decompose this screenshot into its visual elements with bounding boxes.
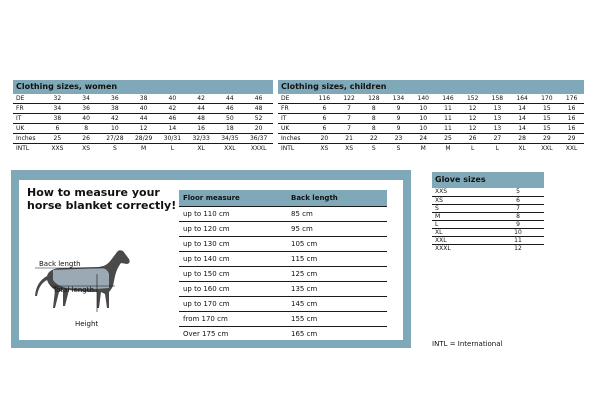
women-size-cell: 40	[129, 104, 158, 114]
total-length-label: Total length	[53, 286, 94, 294]
intl-footnote: INTL = International	[432, 340, 503, 348]
children-size-cell: M	[445, 145, 451, 152]
blanket-row	[179, 326, 387, 341]
children-size-cell: 29	[534, 134, 559, 144]
women-size-cell: 44	[216, 94, 245, 104]
blanket-row	[179, 296, 387, 311]
women-size-cell: 42	[101, 114, 130, 124]
women-size-cell: S	[112, 145, 117, 152]
blanket-row	[179, 311, 387, 326]
children-sizes-table	[278, 80, 584, 153]
women-size-cell: 44	[129, 114, 158, 124]
children-size-cell: 22	[361, 134, 386, 144]
children-size-cell: 6	[312, 104, 337, 114]
back-length-cell: 85 cm	[287, 206, 387, 221]
children-size-row	[278, 144, 584, 154]
women-size-row-label: DE	[13, 94, 43, 104]
glove-size-value: 11	[492, 236, 544, 244]
women-size-cell: M	[141, 145, 147, 152]
children-size-cell: 24	[411, 134, 436, 144]
glove-size-label: XXL	[432, 236, 492, 244]
floor-measure-cell: Over 175 cm	[183, 329, 229, 338]
floor-measure-cell: from 170 cm	[179, 311, 287, 326]
children-sizes-title: Clothing sizes, children	[278, 80, 584, 94]
women-size-cell: XS	[82, 145, 91, 152]
glove-row	[432, 196, 544, 204]
glove-sizes-title: Glove sizes	[432, 172, 544, 188]
women-size-cell: XXL	[224, 145, 236, 152]
children-size-cell: XS	[345, 145, 354, 152]
children-size-cell: 6	[312, 124, 337, 134]
children-size-row-label: UK	[278, 124, 312, 134]
blanket-row	[179, 281, 387, 296]
women-size-cell: 34	[43, 104, 72, 114]
children-size-cell: 10	[411, 114, 436, 124]
back-length-cell: 165 cm	[291, 329, 318, 338]
blanket-row	[179, 251, 387, 266]
children-size-cell: 7	[337, 104, 362, 114]
women-size-row-label: IT	[13, 114, 43, 124]
children-size-cell: 128	[361, 94, 386, 104]
back-length-header: Back length	[287, 190, 387, 206]
women-size-cell: 10	[101, 124, 130, 134]
children-size-cell: 14	[510, 114, 535, 124]
women-size-cell: 52	[244, 114, 273, 124]
children-size-cell: XS	[320, 145, 329, 152]
floor-measure-cell: up to 130 cm	[179, 236, 287, 251]
women-size-cell: 12	[129, 124, 158, 134]
blanket-table-header	[179, 190, 387, 206]
women-size-cell: 44	[187, 104, 216, 114]
women-size-cell: XL	[197, 145, 205, 152]
children-size-cell: 9	[386, 104, 411, 114]
children-size-cell: 152	[460, 94, 485, 104]
children-size-row	[278, 94, 584, 104]
women-size-cell: 36/37	[244, 134, 273, 144]
children-size-cell: 9	[386, 124, 411, 134]
horse-blanket-panel-inner	[19, 180, 403, 340]
blanket-row	[179, 221, 387, 236]
children-size-cell: 7	[337, 114, 362, 124]
floor-measure-cell: up to 170 cm	[179, 296, 287, 311]
women-size-cell: 14	[158, 124, 187, 134]
women-size-cell: XXS	[51, 145, 64, 152]
women-size-cell: 32	[43, 94, 72, 104]
children-size-row-label: FR	[278, 104, 312, 114]
women-size-cell: 46	[244, 94, 273, 104]
blanket-row	[179, 266, 387, 281]
glove-size-value: 5	[492, 188, 544, 196]
women-size-cell: 34	[72, 94, 101, 104]
back-length-cell: 145 cm	[287, 296, 387, 311]
children-size-cell: L	[495, 145, 500, 152]
blanket-row	[179, 236, 387, 251]
back-length-cell: 95 cm	[287, 221, 387, 236]
children-size-row-label: IT	[278, 114, 312, 124]
children-size-cell: 6	[312, 114, 337, 124]
glove-row	[432, 236, 544, 244]
women-size-cell: 36	[101, 94, 130, 104]
women-size-row	[13, 114, 273, 124]
children-size-cell: 26	[460, 134, 485, 144]
children-size-cell: 10	[411, 104, 436, 114]
children-size-cell: 12	[460, 114, 485, 124]
glove-size-value: 10	[492, 228, 544, 236]
women-size-row	[13, 124, 273, 134]
children-size-cell: 146	[436, 94, 461, 104]
women-size-cell: 16	[187, 124, 216, 134]
floor-measure-cell: up to 140 cm	[179, 251, 287, 266]
children-size-cell: 21	[337, 134, 362, 144]
women-size-cell: 50	[216, 114, 245, 124]
children-size-cell: 11	[436, 104, 461, 114]
glove-row	[432, 220, 544, 228]
children-size-cell: 170	[534, 94, 559, 104]
children-size-cell: XXL	[565, 145, 578, 152]
back-length-cell: 115 cm	[287, 251, 387, 266]
glove-row	[432, 188, 544, 196]
children-size-row-label: DE	[278, 94, 312, 104]
women-size-row-label: UK	[13, 124, 43, 134]
children-size-cell: 9	[386, 114, 411, 124]
children-size-cell: 134	[386, 94, 411, 104]
children-size-row-label: INTL	[281, 145, 295, 152]
horse-blanket-panel	[11, 170, 411, 348]
children-size-cell: 164	[510, 94, 535, 104]
women-size-cell: 42	[158, 104, 187, 114]
children-size-cell: 11	[436, 124, 461, 134]
floor-measure-header: Floor measure	[179, 190, 287, 206]
glove-size-label: XXXL	[435, 244, 451, 252]
women-size-cell: 32/33	[187, 134, 216, 144]
glove-size-label: M	[432, 212, 492, 220]
children-size-cell: S	[396, 145, 401, 152]
back-length-cell: 125 cm	[287, 266, 387, 281]
women-size-cell: XXXL	[250, 145, 267, 152]
glove-size-value: 9	[492, 220, 544, 228]
glove-size-label: XXS	[432, 188, 492, 196]
women-size-cell: 26	[72, 134, 101, 144]
glove-size-value: 7	[492, 204, 544, 212]
children-size-cell: 8	[361, 104, 386, 114]
children-size-cell: 20	[312, 134, 337, 144]
women-size-row-label: FR	[13, 104, 43, 114]
women-size-cell: 48	[187, 114, 216, 124]
women-size-cell: 40	[72, 114, 101, 124]
glove-sizes-table	[432, 172, 544, 252]
women-size-cell: 8	[72, 124, 101, 134]
women-size-row-label: Inches	[13, 134, 43, 144]
children-size-cell: 116	[312, 94, 337, 104]
children-size-cell: 8	[361, 114, 386, 124]
horse-blanket-title: How to measure your horse blanket correctly!	[27, 186, 177, 212]
glove-size-label: XL	[432, 228, 492, 236]
children-size-cell: 16	[559, 114, 584, 124]
floor-measure-cell: up to 110 cm	[179, 206, 287, 221]
women-size-cell: 18	[216, 124, 245, 134]
children-size-cell: L	[471, 145, 475, 152]
children-size-cell: 122	[337, 94, 362, 104]
children-size-cell: 11	[436, 114, 461, 124]
children-sizes-grid	[278, 94, 584, 153]
women-size-cell: 38	[129, 94, 158, 104]
women-size-cell: 30/31	[158, 134, 187, 144]
children-size-row	[278, 104, 584, 114]
women-size-cell: 28/29	[129, 134, 158, 144]
women-size-row-label: INTL	[16, 145, 30, 152]
children-size-cell: 176	[559, 94, 584, 104]
glove-row	[432, 204, 544, 212]
women-size-cell: 42	[187, 94, 216, 104]
women-size-cell: 27/28	[101, 134, 130, 144]
women-size-row	[13, 94, 273, 104]
children-size-cell: 13	[485, 104, 510, 114]
children-size-cell: 7	[337, 124, 362, 134]
women-size-cell: 20	[244, 124, 273, 134]
back-length-cell: 155 cm	[287, 311, 387, 326]
children-size-cell: 14	[510, 104, 535, 114]
glove-row	[432, 244, 544, 252]
children-size-row	[278, 124, 584, 134]
glove-size-value: 8	[492, 212, 544, 220]
children-size-cell: M	[420, 145, 426, 152]
women-size-cell: L	[170, 145, 175, 152]
women-size-cell: 48	[244, 104, 273, 114]
women-size-cell: 25	[43, 134, 72, 144]
women-size-row	[13, 144, 273, 154]
children-size-cell: 15	[534, 124, 559, 134]
children-size-cell: 13	[485, 114, 510, 124]
children-size-row	[278, 134, 584, 144]
children-size-cell: XL	[518, 145, 526, 152]
children-size-cell: 15	[534, 114, 559, 124]
glove-sizes-grid	[432, 188, 544, 252]
glove-size-label: XS	[432, 196, 492, 204]
children-size-cell: 158	[485, 94, 510, 104]
floor-measure-cell: up to 120 cm	[179, 221, 287, 236]
children-size-cell: 12	[460, 124, 485, 134]
back-length-cell: 105 cm	[287, 236, 387, 251]
women-size-cell: 46	[158, 114, 187, 124]
children-size-cell: 140	[411, 94, 436, 104]
glove-size-label: S	[432, 204, 492, 212]
women-size-cell: 38	[43, 114, 72, 124]
women-size-cell: 6	[43, 124, 72, 134]
glove-size-value: 6	[492, 196, 544, 204]
back-length-cell: 135 cm	[287, 281, 387, 296]
women-sizes-title: Clothing sizes, women	[13, 80, 273, 94]
children-size-cell: XXL	[541, 145, 553, 152]
glove-size-value: 12	[514, 244, 522, 252]
women-size-row	[13, 134, 273, 144]
glove-row	[432, 212, 544, 220]
back-length-label: Back length	[39, 260, 81, 268]
children-size-cell: S	[371, 145, 376, 152]
blanket-size-table	[179, 190, 387, 341]
children-size-cell: 16	[559, 124, 584, 134]
children-size-cell: 29	[559, 134, 584, 144]
children-size-cell: 8	[361, 124, 386, 134]
children-size-row-label: Inches	[278, 134, 312, 144]
women-size-cell: 36	[72, 104, 101, 114]
glove-row	[432, 228, 544, 236]
women-size-row	[13, 104, 273, 114]
children-size-cell: 13	[485, 124, 510, 134]
children-size-cell: 27	[485, 134, 510, 144]
women-sizes-grid	[13, 94, 273, 153]
floor-measure-cell: up to 150 cm	[179, 266, 287, 281]
women-size-cell: 34/35	[216, 134, 245, 144]
children-size-cell: 23	[386, 134, 411, 144]
blanket-row	[179, 206, 387, 221]
children-size-cell: 25	[436, 134, 461, 144]
children-size-cell: 16	[559, 104, 584, 114]
children-size-cell: 15	[534, 104, 559, 114]
women-size-cell: 46	[216, 104, 245, 114]
children-size-row	[278, 114, 584, 124]
women-size-cell: 40	[158, 94, 187, 104]
children-size-cell: 28	[510, 134, 535, 144]
height-label: Height	[75, 320, 99, 328]
children-size-cell: 12	[460, 104, 485, 114]
glove-size-label: L	[432, 220, 492, 228]
women-size-cell: 38	[101, 104, 130, 114]
women-sizes-table	[13, 80, 273, 153]
children-size-cell: 14	[510, 124, 535, 134]
floor-measure-cell: up to 160 cm	[179, 281, 287, 296]
children-size-cell: 10	[411, 124, 436, 134]
